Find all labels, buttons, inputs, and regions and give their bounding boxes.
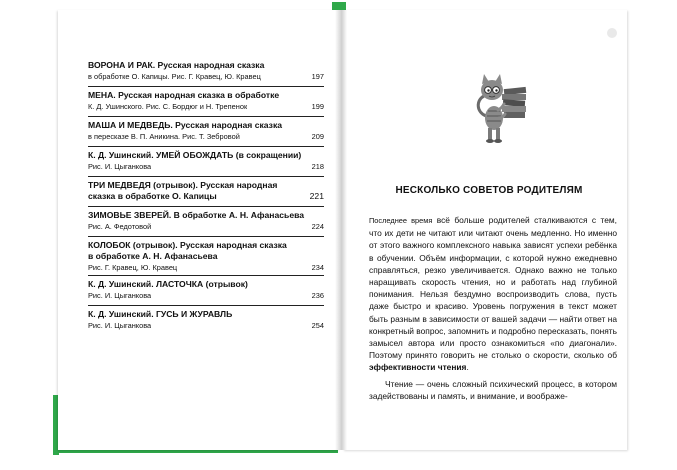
toc-entry-credits: Рис. И. Цыганкова	[88, 162, 152, 171]
cat-with-books-illustration	[472, 66, 536, 146]
toc-entry-title: К. Д. Ушинский. УМЕЙ ОБОЖДАТЬ (в сокращении)	[88, 150, 302, 160]
toc-entry-title: ВОРОНА И РАК. Русская народная сказка	[88, 60, 265, 70]
toc-entry-title-cont: сказка в обработке О. Капицы	[88, 191, 217, 201]
toc-page-number: 199	[311, 102, 324, 111]
toc-entry-credits: К. Д. Ушинского. Рис. С. Бордюг и Н. Трепенок	[88, 102, 248, 111]
paragraph: Чтение — очень сложный психический процесс, в котором задействованы и память, и внимание, и воображе-	[369, 378, 617, 401]
toc-entry	[88, 309, 324, 335]
toc-page-number: 218	[311, 162, 324, 171]
toc-entry-credits: Рис. И. Цыганкова	[88, 321, 152, 330]
toc-page-number: 209	[311, 132, 324, 141]
paragraph-end: .	[466, 362, 469, 373]
book-gutter	[335, 10, 347, 450]
toc-entry-credits: Рис. А. Федотовой	[88, 222, 152, 231]
toc-entry-title: МЕНА. Русская народная сказка в обработке	[88, 90, 280, 100]
cat-illustration-svg	[472, 66, 536, 146]
toc-entry-credits: в пересказе В. П. Аникина. Рис. Т. Зебровой	[88, 132, 240, 141]
toc-entry	[88, 60, 324, 87]
toc-page-number: 224	[311, 222, 324, 231]
toc-entry-title-cont: в обработке А. Н. Афанасьева	[88, 251, 218, 261]
toc-entry-title: МАША И МЕДВЕДЬ. Русская народная сказка	[88, 120, 283, 130]
toc-entry-title: ТРИ МЕДВЕДЯ (отрывок). Русская народная	[88, 180, 278, 190]
toc-page-number: 254	[311, 321, 324, 330]
toc-entry-credits: в обработке О. Капицы. Рис. Г. Кравец, Ю. Кравец	[88, 72, 261, 81]
paragraph-text: всё больше родителей сталкиваются с тем, что их дети не читают или читают очень медленно. Но именно от этого важного комплексного навыка зависят успехи ребёнка в обучении. Объём информации, с которой нужно ежедневно справляться, резко увеличивается. Однако важно не только наращивать скорость чтения, но и работать над глубиной понимания. Нельзя бездумно воспроизводить слова, пусть даже быстро и красиво. Уровень погружения в текст может быть разным в зависимости от вашей задачи — найти ответ на конкретный вопрос, запомнить и подробно пересказать, понять замысел автора или просто ознакомиться «по диагонали». Поэтому принято говорить не столько о скорости, сколько об	[369, 215, 617, 361]
toc-entry	[88, 240, 324, 276]
toc-page-number: 221	[309, 191, 324, 201]
toc-entry	[88, 180, 324, 207]
paragraph	[369, 214, 617, 374]
toc-page-number: 197	[311, 72, 324, 81]
toc-page-number: 234	[311, 263, 324, 272]
toc-entry	[88, 90, 324, 117]
toc-entry-credits: Рис. Г. Кравец, Ю. Кравец	[88, 263, 178, 272]
toc-entry-title: К. Д. Ушинский. ЛАСТОЧКА (отрывок)	[88, 279, 248, 289]
table-of-contents	[88, 60, 324, 338]
page-corner-decoration	[607, 28, 617, 38]
toc-entry	[88, 120, 324, 147]
toc-entry	[88, 210, 324, 237]
toc-entry	[88, 150, 324, 177]
toc-page-number: 236	[311, 291, 324, 300]
body-text	[369, 214, 617, 402]
toc-entry-title: КОЛОБОК (отрывок). Русская народная сказка	[88, 240, 287, 250]
emphasized-phrase: эффективности чтения	[369, 362, 467, 373]
lead-in-words: Последнее время	[369, 216, 433, 225]
toc-entry-credits: Рис. И. Цыганкова	[88, 291, 152, 300]
section-heading: НЕСКОЛЬКО СОВЕТОВ РОДИТЕЛЯМ	[395, 185, 583, 196]
toc-entry-title: К. Д. Ушинский. ГУСЬ И ЖУРАВЛЬ	[88, 309, 233, 319]
toc-entry-title: ЗИМОВЬЕ ЗВЕРЕЙ. В обработке А. Н. Афанасьева	[88, 210, 305, 220]
toc-entry	[88, 279, 324, 306]
